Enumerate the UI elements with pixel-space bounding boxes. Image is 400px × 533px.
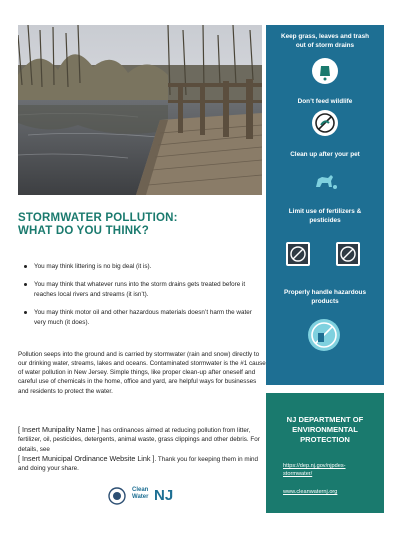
cleanwaternj-link[interactable]: www.cleanwaternj.org bbox=[283, 489, 338, 495]
tip-storm-drains bbox=[266, 33, 384, 50]
ordinance-text: has ordinances aimed at reducing pollution from litter, fertilizer, oil, pesticides, detergents, animal waste, grass clippings and other debris. For details, see bbox=[18, 427, 260, 453]
water-text: Water bbox=[132, 493, 149, 500]
closing-text: . Thank you for keeping them in mind and doing your share. bbox=[18, 455, 258, 473]
title-line-2: WHAT DO YOU THINK? bbox=[18, 225, 149, 238]
njpdes-stormwater-link[interactable] bbox=[283, 463, 346, 478]
dep-contact-box bbox=[266, 393, 384, 513]
no-bird-feeding-icon bbox=[312, 110, 338, 136]
clean-text: Clean bbox=[132, 487, 149, 493]
ordinance-link-placeholder[interactable]: [ Insert Municipal Ordinance Website Link ] bbox=[18, 453, 155, 463]
tip-label: Properly handle hazardous products bbox=[283, 289, 367, 305]
dep-title-line-2: ENVIRONMENTAL bbox=[292, 424, 358, 434]
list-item: You may think littering is no big deal (it is). bbox=[24, 262, 262, 271]
pollution-paragraph: Pollution seeps into the ground and is carried by stormwater (rain and snow) directly to our drinking water, streams, lakes and oceans. Contaminated stormwater is the #1 cause of water pollution in New Jersey. Simple things, like proper clean-up after oneself and careful use of chemicals in the home, office and yard, are helpful ways for businesses and residents to protect the water. bbox=[18, 351, 266, 395]
link-line-1: https://dep.nj.gov/njpdes- bbox=[283, 463, 346, 469]
clean-water-nj-logo bbox=[132, 487, 148, 500]
title-line-1: STORMWATER POLLUTION: bbox=[18, 212, 178, 224]
tip-pet bbox=[266, 151, 384, 160]
tip-fertilizers bbox=[266, 208, 384, 225]
tips-panel bbox=[266, 25, 384, 385]
tip-label: Limit use of fertilizers & pesticides bbox=[288, 208, 362, 224]
page-title bbox=[18, 212, 248, 238]
nj-seal-logo bbox=[109, 488, 125, 504]
pond-boardwalk-photo bbox=[18, 25, 262, 195]
dep-title-line-3: PROTECTION bbox=[300, 434, 350, 444]
nj-logo-text: NJ bbox=[154, 487, 174, 504]
no-fertilizer-icon bbox=[286, 242, 310, 266]
municipality-placeholder[interactable]: [ Insert Munipality Name ] bbox=[18, 425, 100, 434]
storm-drain-icon bbox=[312, 58, 338, 84]
list-item: You may think motor oil and other hazardous materials doesn’t harm the water very much (it does). bbox=[24, 308, 262, 327]
myth-list bbox=[24, 262, 262, 336]
hazardous-disposal-icon bbox=[308, 319, 340, 351]
tip-label: Don’t feed wildlife bbox=[297, 98, 353, 105]
tip-label: Clean up after your pet bbox=[290, 151, 360, 158]
dog-waste-icon bbox=[312, 167, 338, 193]
dep-title-line-1: NJ DEPARTMENT OF bbox=[286, 415, 364, 424]
dep-title bbox=[266, 415, 384, 445]
no-pesticide-icon bbox=[336, 242, 360, 266]
list-item: You may think that whatever runs into the storm drains gets treated before it reaches local rivers and streams (it isn’t). bbox=[24, 280, 262, 299]
ordinance-paragraph bbox=[18, 425, 266, 473]
tip-hazardous bbox=[266, 289, 384, 306]
logos bbox=[108, 484, 178, 508]
tip-wildlife bbox=[266, 98, 384, 107]
link-line-2: stormwater/ bbox=[283, 470, 313, 477]
photo-illustration bbox=[18, 25, 262, 195]
tip-label: Keep grass, leaves and trash out of storm drains bbox=[280, 33, 370, 49]
